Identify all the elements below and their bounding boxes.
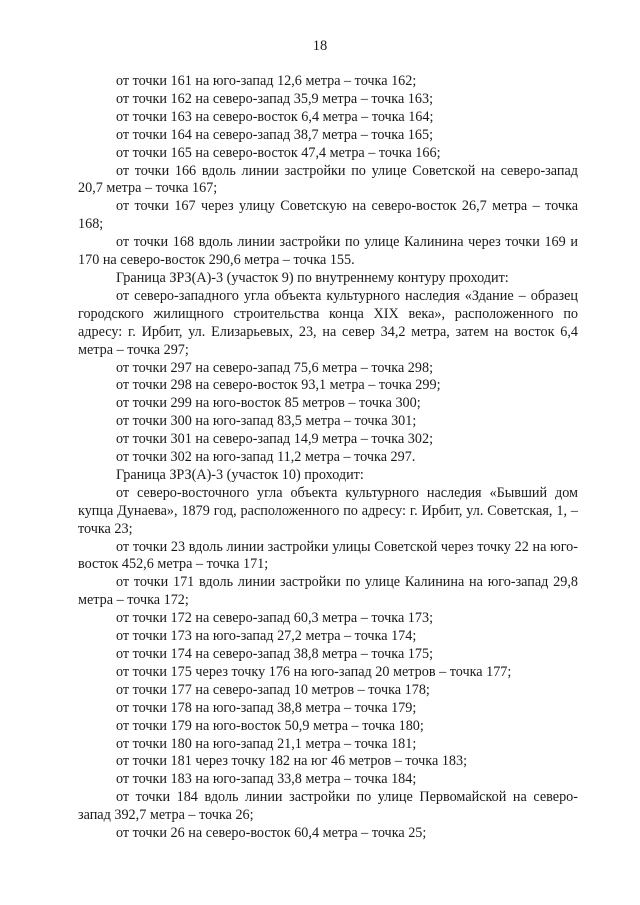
paragraph: от точки 297 на северо-запад 75,6 метра – точка 298; — [116, 359, 434, 376]
paragraph: от точки 161 на юго-запад 12,6 метра – точка 162; — [116, 73, 417, 89]
paragraph: от точки 162 на северо-запад 35,9 метра – точка 163; — [116, 90, 434, 107]
paragraph: от точки 181 через точку 182 на юг 46 метров – точка 183; — [116, 753, 468, 770]
section-heading: Граница ЗРЗ(А)-3 (участок 10) проходит: — [116, 466, 364, 483]
paragraph: от точки 26 на северо-восток 60,4 метра – точка 25; — [116, 825, 427, 842]
paragraph: от точки 172 на северо-запад 60,3 метра – точка 173; — [116, 610, 434, 627]
paragraph: от точки 183 на юго-запад 33,8 метра – точка 184; — [116, 771, 417, 788]
document-body — [78, 73, 578, 843]
paragraph: от северо-восточного угла объекта культурного наследия «Бывший дом купца Дунаева», 1879 год, расположенного по адресу: г. Ирбит, ул. Советская, 1, – точка 23; — [78, 484, 578, 537]
paragraph: от точки 179 на юго-восток 50,9 метра – точка 180; — [116, 717, 424, 734]
paragraph: от точки 168 вдоль линии застройки по улице Калинина через точки 169 и 170 на северо-восток 290,6 метра – точка 155. — [78, 234, 578, 269]
paragraph: от точки 301 на северо-запад 14,9 метра – точка 302; — [116, 431, 434, 448]
paragraph: от точки 173 на юго-запад 27,2 метра – точка 174; — [116, 628, 417, 645]
paragraph: от точки 178 на юго-запад 38,8 метра – точка 179; — [116, 699, 417, 716]
paragraph: от точки 166 вдоль линии застройки по улице Советской на северо-запад 20,7 метра – точка 167; — [78, 162, 578, 197]
paragraph: от точки 177 на северо-запад 10 метров – точка 178; — [116, 681, 430, 698]
paragraph: от точки 174 на северо-запад 38,8 метра – точка 175; — [116, 646, 434, 662]
paragraph: от точки 164 на северо-запад 38,7 метра – точка 165; — [116, 126, 434, 143]
paragraph: от точки 302 на юго-запад 11,2 метра – точка 297. — [116, 449, 416, 466]
paragraph: от точки 163 на северо-восток 6,4 метра – точка 164; — [116, 108, 434, 125]
paragraph: от точки 180 на юго-запад 21,1 метра – точка 181; — [116, 735, 417, 752]
paragraph: от точки 171 вдоль линии застройки по улице Калинина на юго-запад 29,8 метра – точка 172; — [78, 574, 578, 609]
paragraph: от северо-западного угла объекта культурного наследия «Здание – образец городского жилищного строительства конца XIX века», расположенного по адресу: г. Ирбит, ул. Елизарьевых, 23, на север 34,2 метра, затем на восток 6,4 метра – точка 297; — [78, 287, 578, 358]
page-number: 18 — [312, 38, 328, 54]
paragraph: от точки 299 на юго-восток 85 метров – точка 300; — [116, 395, 421, 412]
paragraph: от точки 300 на юго-запад 83,5 метра – точка 301; — [116, 413, 417, 430]
paragraph: от точки 184 вдоль линии застройки по улице Первомайской на северо-запад 392,7 метра – точка 26; — [78, 789, 578, 824]
paragraph: от точки 165 на северо-восток 47,4 метра – точка 166; — [116, 144, 441, 161]
paragraph: от точки 298 на северо-восток 93,1 метра – точка 299; — [116, 377, 441, 394]
paragraph: от точки 167 через улицу Советскую на северо-восток 26,7 метра – точка 168; — [78, 198, 578, 233]
section-heading: Граница ЗРЗ(А)-3 (участок 9) по внутреннему контуру проходит: — [116, 269, 509, 286]
paragraph: от точки 23 вдоль линии застройки улицы Советской через точку 22 на юго-восток 452,6 метра – точка 171; — [78, 538, 578, 573]
paragraph: от точки 175 через точку 176 на юго-запад 20 метров – точка 177; — [116, 663, 512, 680]
